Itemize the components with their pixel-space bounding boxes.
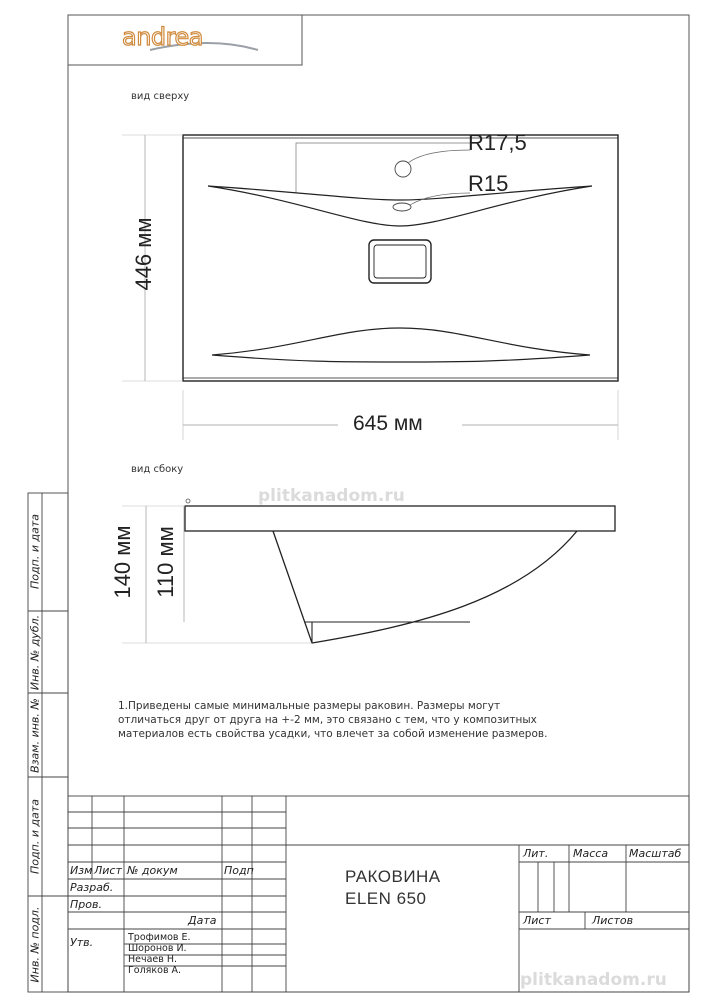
tb-sheet: Лист [523, 914, 551, 927]
tap-hole [395, 161, 411, 177]
radius-small-label: R15 [468, 171, 509, 196]
tb-name: Трофимов Е. [128, 932, 191, 943]
note-line: 1.Приведены самые минимальные размеры раковин. Размеры могут [118, 700, 501, 712]
tb-massa: Масса [573, 847, 609, 860]
tb-name: Голяков А. [128, 965, 182, 976]
edge-marker [186, 499, 190, 503]
width-dimension: 645 мм [353, 412, 423, 435]
radius-large-label: R17,5 [468, 130, 527, 155]
tb-name: Нечаев Н. [128, 954, 178, 965]
side-stamp-label: Подп. и дата [28, 514, 42, 589]
side-view [122, 499, 615, 643]
tb-list: Лист [94, 864, 122, 877]
radius-leader-large [408, 150, 470, 163]
bowl-bottom-curve [212, 328, 590, 362]
height-bowl-dimension: 110 мм [153, 526, 178, 598]
bowl-top-curve [208, 186, 592, 226]
tb-name: Шоронов И. [128, 943, 187, 954]
watermark: plitkanadom.ru [520, 970, 667, 990]
drain-outer [369, 240, 431, 283]
overflow-hole [393, 203, 411, 211]
top-view-label: вид сверху [131, 91, 190, 102]
depth-dimension: 446 мм [131, 217, 156, 291]
top-outline [183, 135, 618, 381]
tb-izm: Изм [70, 864, 93, 877]
drain-inner [374, 245, 426, 278]
side-stamp-label: Инв. № дубл. [28, 614, 42, 691]
countertop-slab [185, 506, 615, 531]
tb-razrab: Разраб. [70, 881, 114, 894]
product-name: РАКОВИНА [345, 867, 441, 886]
height-total-dimension: 140 мм [110, 525, 135, 599]
tb-sheets: Листов [592, 914, 634, 927]
side-view-label: вид сбоку [131, 464, 184, 475]
product-model: ELEN 650 [345, 889, 427, 908]
top-view [122, 135, 618, 440]
note-line: материалов есть свойства усадки, что влечет за собой изменение размеров. [118, 728, 548, 740]
tap-area-outline [296, 143, 470, 193]
dimension-note [118, 699, 658, 741]
tb-prov: Пров. [70, 898, 102, 911]
bowl-profile [273, 531, 577, 643]
side-stamp-label: Подп. и дата [28, 799, 42, 874]
tb-doc: № докум [127, 864, 178, 877]
side-stamp-label: Взам. инв. № [28, 698, 42, 773]
tb-masshtab: Масштаб [629, 847, 682, 860]
brand-logo: andrea [122, 23, 203, 51]
side-stamp-label: Инв. № подл. [28, 906, 42, 983]
watermark: plitkanadom.ru [258, 486, 405, 506]
tb-lit: Лит. [523, 847, 549, 860]
tb-podp: Подп [224, 864, 254, 877]
tb-utv: Утв. [70, 936, 94, 949]
note-line: отличаться друг от друга на +-2 мм, это связано с тем, что у композитных [118, 714, 537, 726]
tb-data: Дата [188, 914, 217, 927]
